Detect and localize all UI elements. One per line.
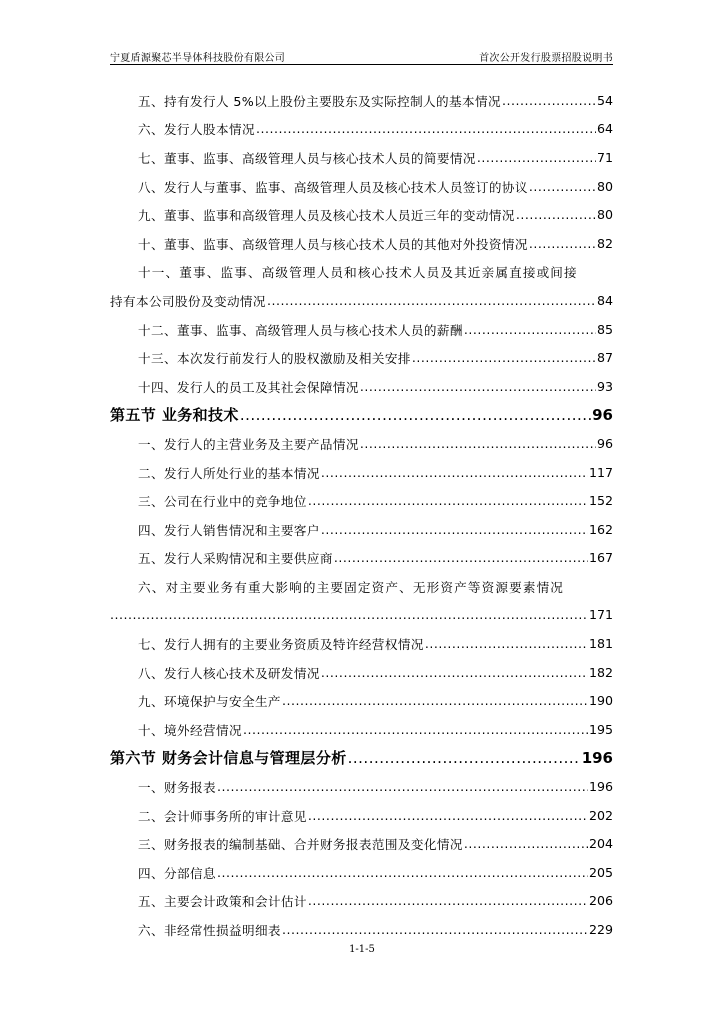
toc-entry-title: 八、发行人核心技术及研发情况: [138, 665, 320, 681]
toc-entry-page: 84: [596, 292, 613, 308]
dot-leader: [412, 350, 596, 365]
toc-entry[interactable]: [110, 629, 613, 658]
dot-leader: [348, 749, 581, 767]
toc-entry-page: 205: [588, 864, 613, 880]
dot-leader: [425, 636, 588, 651]
dot-leader: [256, 121, 596, 136]
dot-leader: [308, 808, 588, 823]
toc-entry[interactable]: [110, 86, 613, 115]
toc-entry[interactable]: [110, 458, 613, 487]
dot-leader: [240, 406, 591, 424]
dot-leader: [321, 522, 588, 537]
toc-entry[interactable]: [110, 486, 613, 515]
dot-leader: [217, 779, 588, 794]
toc-entry[interactable]: [110, 686, 613, 715]
dot-leader: [529, 236, 596, 251]
toc-entry[interactable]: [110, 143, 613, 172]
toc-entry-title: 二、会计师事务所的审计意见: [138, 808, 307, 824]
dot-leader: [282, 693, 588, 708]
toc-entry-page: 93: [596, 378, 613, 394]
toc-section-5[interactable]: [110, 401, 613, 430]
toc-entry-title: 一、发行人的主营业务及主要产品情况: [138, 436, 359, 452]
toc-entry[interactable]: [110, 858, 613, 887]
header-company-name: 宁夏盾源聚芯半导体科技股份有限公司: [110, 53, 286, 64]
toc-entry-title: 六、非经常性损益明细表: [138, 923, 281, 939]
dot-leader: [321, 465, 588, 480]
page-header: [110, 48, 613, 65]
dot-leader: [243, 722, 588, 737]
toc-entry-page: 206: [588, 893, 613, 909]
toc-entry-page: 152: [588, 493, 613, 509]
toc-entry[interactable]: [110, 801, 613, 830]
toc-entry[interactable]: [110, 772, 613, 801]
toc-section-title: 第五节 业务和技术: [110, 406, 239, 425]
toc-entry[interactable]: [110, 887, 613, 916]
toc-entry-title: 七、发行人拥有的主要业务资质及特许经营权情况: [138, 637, 424, 653]
dot-leader: [334, 550, 588, 565]
toc-entry-page: 171: [588, 607, 613, 623]
dot-leader: [308, 893, 588, 908]
dot-leader: [282, 922, 588, 937]
toc-entry-title: 二、发行人所处行业的基本情况: [138, 465, 320, 481]
toc-section-page: 196: [581, 748, 613, 767]
toc-entry[interactable]: [110, 544, 613, 573]
table-of-contents: [110, 86, 613, 944]
toc-entry-page: 182: [588, 664, 613, 680]
toc-section-page: 96: [592, 405, 613, 424]
toc-entry-line1[interactable]: [110, 258, 613, 287]
page-number: 1-1-5: [349, 944, 375, 955]
toc-entry[interactable]: [110, 515, 613, 544]
toc-entry-line2[interactable]: [110, 601, 613, 630]
toc-entry-page: 64: [596, 121, 613, 137]
dot-leader: [464, 322, 596, 337]
toc-entry-title: 四、分部信息: [138, 865, 216, 881]
toc-entry[interactable]: [110, 115, 613, 144]
toc-entry[interactable]: [110, 343, 613, 372]
toc-section-title: 第六节 财务会计信息与管理层分析: [110, 749, 347, 768]
toc-entry-title: 五、发行人采购情况和主要供应商: [138, 551, 333, 567]
toc-entry-page: 190: [588, 693, 613, 709]
toc-entry-title: 八、发行人与董事、监事、高级管理人员及核心技术人员签订的协议: [138, 179, 528, 195]
toc-entry-title-continued: 持有本公司股份及变动情况: [110, 293, 266, 309]
toc-entry-title: 六、发行人股本情况: [138, 122, 255, 138]
toc-entry[interactable]: [110, 172, 613, 201]
toc-entry-page: 80: [596, 207, 613, 223]
toc-entry[interactable]: [110, 315, 613, 344]
toc-entry-line1[interactable]: [110, 572, 613, 601]
toc-entry-page: 162: [588, 521, 613, 537]
toc-entry-page: 202: [588, 807, 613, 823]
dot-leader: [110, 607, 588, 622]
toc-entry[interactable]: [110, 229, 613, 258]
toc-entry-page: 196: [588, 779, 613, 795]
toc-entry-title: 九、环境保护与安全生产: [138, 694, 281, 710]
toc-entry-title: 七、董事、监事、高级管理人员与核心技术人员的简要情况: [138, 150, 476, 166]
toc-entry-page: 204: [588, 836, 613, 852]
toc-entry-title: 十一、董事、监事、高级管理人员和核心技术人员及其近亲属直接或间接: [138, 265, 578, 281]
toc-entry[interactable]: [110, 915, 613, 944]
toc-entry-title: 十、境外经营情况: [138, 722, 242, 738]
toc-entry-title: 五、主要会计政策和会计估计: [138, 894, 307, 910]
dot-leader: [360, 436, 596, 451]
toc-section-6[interactable]: [110, 744, 613, 773]
toc-entry-title: 四、发行人销售情况和主要客户: [138, 522, 320, 538]
dot-leader: [321, 665, 588, 680]
dot-leader: [360, 379, 596, 394]
toc-entry-title: 一、财务报表: [138, 780, 216, 796]
dot-leader: [464, 836, 588, 851]
toc-entry-page: 229: [588, 922, 613, 938]
toc-entry-page: 71: [596, 149, 613, 165]
dot-leader: [477, 150, 596, 165]
toc-entry-page: 96: [596, 435, 613, 451]
toc-entry[interactable]: [110, 372, 613, 401]
header-document-title: 首次公开发行股票招股说明书: [479, 53, 613, 64]
toc-entry-page: 80: [596, 178, 613, 194]
toc-entry-title: 六、对主要业务有重大影响的主要固定资产、无形资产等资源要素情况: [138, 579, 565, 595]
toc-entry-page: 54: [596, 92, 613, 108]
dot-leader: [502, 93, 596, 108]
toc-entry-page: 85: [596, 321, 613, 337]
toc-entry-page: 82: [596, 235, 613, 251]
toc-entry-page: 167: [588, 550, 613, 566]
toc-entry-page: 195: [588, 721, 613, 737]
dot-leader: [267, 293, 596, 308]
toc-entry-title: 十二、董事、监事、高级管理人员与核心技术人员的薪酬: [138, 322, 463, 338]
toc-entry-title: 三、公司在行业中的竞争地位: [138, 494, 307, 510]
toc-entry-title: 十三、本次发行前发行人的股权激励及相关安排: [138, 351, 411, 367]
toc-entry[interactable]: [110, 715, 613, 744]
toc-entry-line2[interactable]: [110, 286, 613, 315]
dot-leader: [516, 207, 596, 222]
toc-entry-title: 九、董事、监事和高级管理人员及核心技术人员近三年的变动情况: [138, 208, 515, 224]
toc-entry-title: 十、董事、监事、高级管理人员与核心技术人员的其他对外投资情况: [138, 236, 528, 252]
dot-leader: [217, 865, 588, 880]
toc-entry[interactable]: [110, 429, 613, 458]
toc-entry[interactable]: [110, 658, 613, 687]
toc-entry-title: 十四、发行人的员工及其社会保障情况: [138, 379, 359, 395]
toc-entry[interactable]: [110, 200, 613, 229]
toc-entry-page: 117: [588, 464, 613, 480]
dot-leader: [308, 493, 588, 508]
toc-entry-page: 87: [596, 350, 613, 366]
toc-entry-title: 五、持有发行人 5%以上股份主要股东及实际控制人的基本情况: [138, 93, 502, 109]
toc-entry[interactable]: [110, 829, 613, 858]
toc-entry-page: 181: [588, 636, 613, 652]
toc-entry-title: 三、财务报表的编制基础、合并财务报表范围及变化情况: [138, 837, 463, 853]
dot-leader: [529, 179, 596, 194]
